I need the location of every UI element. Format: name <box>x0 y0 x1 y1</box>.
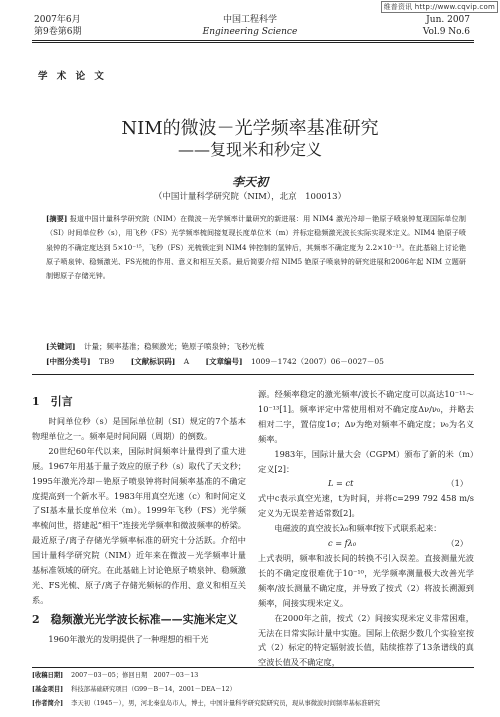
keywords-label: [关键词] <box>46 342 76 351</box>
paper-subtitle: ——复现米和秒定义 <box>177 140 322 159</box>
doc-code-label: [文献标识码] <box>130 357 176 366</box>
left-column <box>32 390 246 647</box>
received-value: 2007－03－05；修回日期 2007－03－13 <box>71 672 199 679</box>
section-2-heading: 2 稳频激光光学波长标准——实施米定义 <box>32 612 238 626</box>
clc-label: [中图分类号] <box>46 357 91 366</box>
abstract-text: 报道中国计量科学研究院（NIM）在微波－光学频率计量研究的新进展：用 NIM4 激光冷却－铯原子喷泉钟复现国际单位制（SI）时间单位秒（s），用飞秒（FS）光学频率梳间接复现长度单位米（m）并标定稳频激光波长实际实现米定义。NIM4 铯原子喷泉钟的不确定度达到 5×10⁻¹⁵，飞秒（FS）光梳锁定到 NIM4 钟控制的氢钟后，其频率不确定度为 2.2×10⁻¹³。在此基础上讨论铯原子喷泉钟、稳频激光、FS光梳的作用、意义和相互关系。最后简要介绍 NIM5 铯原子喷泉钟的研究进展和2006年起 NIM 立题研制锶原子存储光钟。 <box>46 214 466 281</box>
keywords <box>46 341 264 352</box>
left-paragraph-1: 时间单位秒（s）是国际单位制（SI）规定的7个基本物理单位之一。频率是时间间隔（周期）的倒数。 <box>32 416 246 441</box>
section-1-heading: 1 引言 <box>32 395 73 408</box>
header-rule <box>32 40 474 41</box>
author-affiliation: （中国计量科学研究院（NIM），北京 100013） <box>153 192 347 202</box>
source-stamp: 维普资讯 http://www.cqvip.com <box>381 1 498 13</box>
footnotes <box>32 669 474 711</box>
header-right <box>423 14 470 38</box>
left-paragraph-3: 1960年激光的发明提供了一种理想的相干光 <box>48 633 209 644</box>
equation-2-number: （2） <box>446 538 468 549</box>
footnote-bio <box>32 697 474 711</box>
header-rule-2 <box>32 42 474 43</box>
received-label: [收稿日期] <box>32 672 64 679</box>
journal-en: Engineering Science <box>202 27 298 37</box>
section-tag: 学 术 论 文 <box>38 71 107 82</box>
author-name: 李天初 <box>231 175 268 189</box>
footnote-fund <box>32 683 474 697</box>
right-paragraph-1: 源。经频率稳定的激光频率/波长不确定度可以高达10⁻¹¹～10⁻¹³[1]。频率评定中常使用相对不确定度Δν/ν₀，并略去相对二字，置信度1σ；Δν为绝对频率不确定度；ν₀为名义频率。 <box>258 389 474 444</box>
classification-line <box>46 356 466 367</box>
equation-1-body: L = ct <box>328 478 354 489</box>
fund-value: 科技部基础研究项目（G99－B－14，2001－DEA－12） <box>71 686 236 693</box>
equation-1-number: （1） <box>446 478 468 489</box>
header-vol-en: Vol.9 No.6 <box>422 27 470 37</box>
abstract <box>46 212 466 283</box>
bio-label: [作者简介] <box>32 700 64 707</box>
paper-title: NIM的微波－光学频率基准研究 <box>121 118 379 139</box>
right-column <box>258 387 474 670</box>
header-date: 2007年6月 <box>34 15 81 25</box>
article-no-value: 1009－1742（2007）06－0027－05 <box>251 357 384 366</box>
header-date-en: Jun. 2007 <box>426 15 470 25</box>
keywords-text: 计量；频率基准；稳频激光；铯原子喷泉钟；飞秒光梳 <box>84 342 264 351</box>
equation-2 <box>258 536 474 551</box>
bio-value: 李天初（1945－），男，河北秦皇岛市人，博士，中国计量科学研究院研究员，现从事微波时间频率基标准研究 <box>71 700 381 707</box>
right-paragraph-3: 式中c表示真空光速，t为时间，并将c=299 792 458 m/s定义为无误差普适常数[2]。 <box>258 493 474 519</box>
fund-label: [基金项目] <box>32 686 64 693</box>
journal-cn: 中国工程科学 <box>222 15 277 25</box>
equation-2-body: c = fλ₀ <box>328 538 357 549</box>
abstract-label: [摘要] <box>46 214 68 223</box>
right-paragraph-2: 1983年，国际计量大会（CGPM）颁布了新的米（m）定义[2]： <box>258 448 474 474</box>
right-paragraph-6: 在2000年之前，按式（2）间接实现米定义非常困难，无法在日常实际计量中实施。国际上依据少数几个实验室按式（2）标定的特定辐射波长值，陆续推荐了13条谱线的真空波长值及不确定度， <box>258 612 474 668</box>
left-paragraph-2: 20世纪60年代以来，国际时间频率计量得到了重大进展。1967年用基于量子效应的原子秒（s）取代了天文秒；1995年激光冷却－铯原子喷泉钟将时间频率基准的不确定度提高到一个新水平。1983年用真空光速（c）和时间定义了SI基本量长度单位米（m）。1999年飞秒（FS）光学频率梳问世，搭建起“相干”连接光学频率和微波频率的桥梁。最近原子/离子存储光学频率标准的研究十分活跃。介绍中国计量科学研究院（NIM）近年来在微波－光学频率计量基标准领域的研究。在此基础上讨论铯原子喷泉钟、稳频激光、FS光梳、原子/离子存储光频标的作用、意义和相互关系。 <box>32 445 246 605</box>
abstract-rule <box>32 374 474 375</box>
article-no-label: [文章编号] <box>205 357 243 366</box>
footnote-received <box>32 669 474 683</box>
header-volume: 第9卷第6期 <box>34 27 82 37</box>
footnote-rule <box>32 667 474 668</box>
equation-1 <box>258 476 474 491</box>
right-paragraph-4: 电磁波的真空波长λ₀和频率f按下式联系起来： <box>274 523 442 534</box>
doc-code-value: A <box>183 357 190 366</box>
clc-value: TB9 <box>99 357 115 366</box>
right-paragraph-5: 上式表明，频率和波长间的转换不引入误差。直接测量光波长的不确定度很难优于10⁻¹⁰，光学频率测量极大改善光学频率/波长测量不确定度，并导致了按式（2）将波长溯源到频率，间接实现米定义。 <box>258 552 474 608</box>
